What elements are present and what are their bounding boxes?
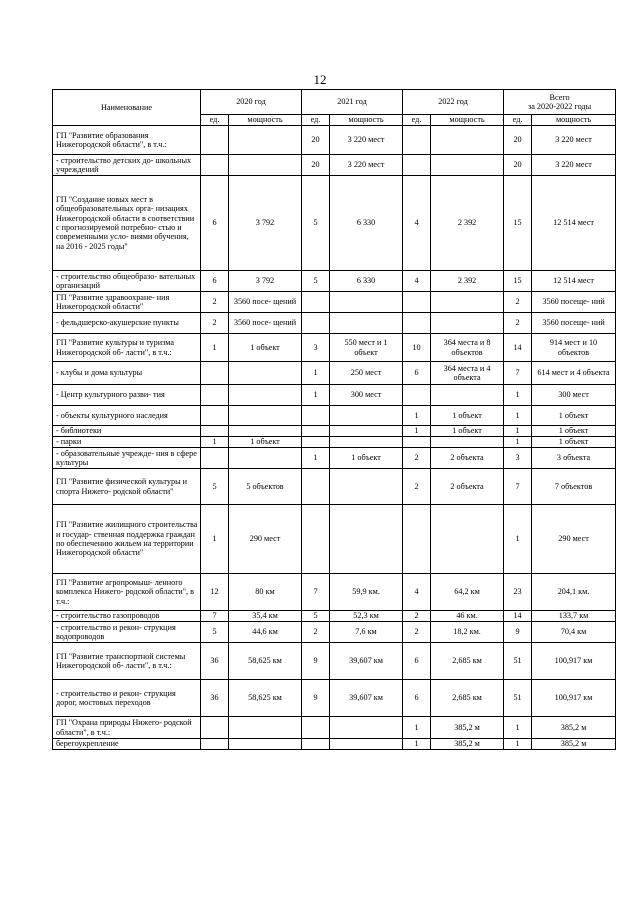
- subheader-capacity: мощность: [229, 115, 302, 126]
- table-row: [53, 643, 616, 680]
- cell-y2022-units: 4: [403, 271, 431, 292]
- cell-y2020-units: [201, 362, 229, 385]
- cell-total-capacity: 12 514 мест: [532, 271, 616, 292]
- cell-y2020-capacity: 44,6 км: [229, 622, 302, 643]
- row-name: - библиотеки: [53, 426, 201, 437]
- cell-total-units: 1: [504, 406, 532, 426]
- cell-y2020-capacity: 3560 посе- щений: [229, 292, 302, 313]
- cell-y2021-units: 3: [302, 334, 330, 362]
- header-year-2022: 2022 год: [403, 90, 504, 115]
- cell-y2022-capacity: [431, 437, 504, 448]
- cell-y2022-units: 2: [403, 448, 431, 469]
- cell-y2022-units: [403, 126, 431, 155]
- cell-y2020-units: 12: [201, 574, 229, 611]
- cell-y2020-capacity: 80 км: [229, 574, 302, 611]
- cell-y2020-capacity: [229, 717, 302, 739]
- cell-y2021-capacity: [330, 406, 403, 426]
- header-total-line2: за 2020-2022 годы: [527, 102, 592, 111]
- cell-y2021-capacity: 550 мест и 1 объект: [330, 334, 403, 362]
- cell-total-capacity: 7 объектов: [532, 469, 616, 505]
- table-row: [53, 574, 616, 611]
- cell-total-capacity: 12 514 мест: [532, 176, 616, 271]
- cell-total-capacity: 3 220 мест: [532, 155, 616, 176]
- cell-y2021-units: [302, 437, 330, 448]
- cell-y2022-units: 6: [403, 362, 431, 385]
- cell-y2020-units: 6: [201, 176, 229, 271]
- cell-y2022-capacity: [431, 155, 504, 176]
- cell-y2021-capacity: 1 объект: [330, 448, 403, 469]
- row-name: - фельдшерско-акушерские пункты: [53, 313, 201, 334]
- cell-y2021-units: 20: [302, 155, 330, 176]
- cell-total-units: 15: [504, 176, 532, 271]
- cell-y2020-capacity: 1 объект: [229, 437, 302, 448]
- cell-y2021-capacity: [330, 505, 403, 574]
- header-total-line1: Всего: [549, 92, 570, 102]
- cell-y2020-capacity: [229, 448, 302, 469]
- cell-y2022-capacity: [431, 126, 504, 155]
- cell-y2021-units: 9: [302, 680, 330, 717]
- header-year-2020: 2020 год: [201, 90, 302, 115]
- row-name: - строительство детских до- школьных учреждений: [53, 155, 201, 176]
- cell-y2021-units: [302, 313, 330, 334]
- cell-y2020-units: 36: [201, 680, 229, 717]
- cell-total-capacity: 914 мест и 10 объектов: [532, 334, 616, 362]
- subheader-capacity: мощность: [532, 115, 616, 126]
- cell-total-units: 1: [504, 437, 532, 448]
- cell-total-units: 1: [504, 739, 532, 750]
- cell-y2020-capacity: 290 мест: [229, 505, 302, 574]
- table-row: [53, 155, 616, 176]
- cell-y2021-capacity: 39,607 км: [330, 680, 403, 717]
- row-name: ГП "Развитие агропромыш- ленного комплекса Нижего- родской области", в т.ч.:: [53, 574, 201, 611]
- cell-total-capacity: 3 220 мест: [532, 126, 616, 155]
- table-row: [53, 334, 616, 362]
- cell-y2020-units: 2: [201, 292, 229, 313]
- cell-y2021-capacity: [330, 292, 403, 313]
- cell-y2020-units: [201, 739, 229, 750]
- cell-y2022-units: 6: [403, 680, 431, 717]
- cell-y2021-capacity: [330, 437, 403, 448]
- header-name: Наименование: [53, 90, 201, 126]
- cell-total-capacity: 133,7 км: [532, 611, 616, 622]
- subheader-units: ед.: [302, 115, 330, 126]
- cell-y2021-units: 1: [302, 385, 330, 406]
- cell-total-capacity: 3 объекта: [532, 448, 616, 469]
- table-row: [53, 292, 616, 313]
- cell-y2020-capacity: 35,4 км: [229, 611, 302, 622]
- cell-y2022-capacity: [431, 505, 504, 574]
- cell-y2020-units: [201, 448, 229, 469]
- cell-y2021-units: [302, 505, 330, 574]
- cell-total-capacity: 1 объект: [532, 437, 616, 448]
- table-row: [53, 448, 616, 469]
- cell-y2020-capacity: [229, 126, 302, 155]
- row-name: ГП "Создание новых мест в общеобразовательных орга- низациях Нижегородской области в соответствии с прогнозируемой потребно- стью и современными усло- виями обучения, на 2016 - 2025 годы": [53, 176, 201, 271]
- cell-total-units: 9: [504, 622, 532, 643]
- cell-y2020-capacity: [229, 426, 302, 437]
- subheader-units: ед.: [403, 115, 431, 126]
- table-row: [53, 426, 616, 437]
- table-row: [53, 680, 616, 717]
- cell-y2021-units: 1: [302, 448, 330, 469]
- cell-y2021-units: 20: [302, 126, 330, 155]
- cell-y2021-capacity: [330, 717, 403, 739]
- table-row: [53, 611, 616, 622]
- cell-y2021-capacity: [330, 739, 403, 750]
- cell-y2022-capacity: 18,2 км.: [431, 622, 504, 643]
- cell-total-capacity: 1 объект: [532, 406, 616, 426]
- cell-y2022-capacity: [431, 313, 504, 334]
- cell-y2022-units: 1: [403, 739, 431, 750]
- subheader-capacity: мощность: [330, 115, 403, 126]
- cell-y2021-capacity: 3 220 мест: [330, 155, 403, 176]
- subheader-units: ед.: [504, 115, 532, 126]
- cell-y2020-capacity: [229, 155, 302, 176]
- cell-y2021-capacity: 39,607 км: [330, 643, 403, 680]
- row-name: - строительство газопроводов: [53, 611, 201, 622]
- cell-y2022-capacity: [431, 292, 504, 313]
- cell-y2021-units: 5: [302, 271, 330, 292]
- cell-total-capacity: 204,1 км.: [532, 574, 616, 611]
- cell-total-capacity: 1 объект: [532, 426, 616, 437]
- cell-y2022-capacity: 2 392: [431, 176, 504, 271]
- cell-y2022-capacity: [431, 385, 504, 406]
- cell-total-capacity: 290 мест: [532, 505, 616, 574]
- cell-y2021-capacity: 250 мест: [330, 362, 403, 385]
- cell-y2022-capacity: 2,685 км: [431, 680, 504, 717]
- cell-y2021-units: [302, 469, 330, 505]
- cell-y2022-capacity: 385,2 м: [431, 739, 504, 750]
- cell-total-units: 1: [504, 385, 532, 406]
- row-name: ГП "Развитие здравоохране- ния Нижегородской области": [53, 292, 201, 313]
- cell-y2020-units: 36: [201, 643, 229, 680]
- table-row: [53, 469, 616, 505]
- cell-y2021-units: [302, 426, 330, 437]
- cell-total-units: 20: [504, 155, 532, 176]
- cell-total-units: 14: [504, 611, 532, 622]
- cell-y2022-capacity: 364 места и 8 объектов: [431, 334, 504, 362]
- row-name: - образовательные учрежде- ния в сфере культуры: [53, 448, 201, 469]
- cell-y2020-capacity: 3560 посе- щений: [229, 313, 302, 334]
- cell-y2022-capacity: 46 км.: [431, 611, 504, 622]
- table-row: [53, 126, 616, 155]
- cell-y2020-units: 1: [201, 505, 229, 574]
- cell-total-capacity: 70,4 км: [532, 622, 616, 643]
- cell-total-units: 3: [504, 448, 532, 469]
- cell-y2022-units: 2: [403, 622, 431, 643]
- row-name: ГП "Развитие физической культуры и спорта Нижего- родской области": [53, 469, 201, 505]
- cell-y2022-units: [403, 155, 431, 176]
- cell-y2020-capacity: 5 объектов: [229, 469, 302, 505]
- cell-y2022-capacity: 2 объекта: [431, 469, 504, 505]
- cell-y2020-units: 2: [201, 313, 229, 334]
- cell-total-units: 15: [504, 271, 532, 292]
- cell-y2021-units: 1: [302, 362, 330, 385]
- header-total: [504, 90, 616, 115]
- cell-y2022-units: 1: [403, 717, 431, 739]
- cell-total-units: 2: [504, 292, 532, 313]
- table-row: [53, 313, 616, 334]
- cell-y2022-capacity: 364 места и 4 объекта: [431, 362, 504, 385]
- table-row: [53, 385, 616, 406]
- header-year-2021: 2021 год: [302, 90, 403, 115]
- cell-y2022-units: [403, 313, 431, 334]
- cell-y2020-capacity: 58,625 км: [229, 680, 302, 717]
- row-name: ГП "Развитие образования Нижегородской области", в т.ч.:: [53, 126, 201, 155]
- cell-total-capacity: 614 мест и 4 объекта: [532, 362, 616, 385]
- cell-total-units: 1: [504, 505, 532, 574]
- row-name: берегоукрепление: [53, 739, 201, 750]
- cell-y2022-capacity: 64,2 км: [431, 574, 504, 611]
- cell-y2020-capacity: 58,625 км: [229, 643, 302, 680]
- cell-y2020-units: 7: [201, 611, 229, 622]
- row-name: - строительство и рекон- струкция водопроводов: [53, 622, 201, 643]
- cell-y2021-units: 5: [302, 611, 330, 622]
- cell-y2021-units: [302, 292, 330, 313]
- row-name: - строительство общеобразо- вательных организаций: [53, 271, 201, 292]
- cell-y2021-capacity: 3 220 мест: [330, 126, 403, 155]
- cell-y2021-units: [302, 739, 330, 750]
- cell-total-units: 20: [504, 126, 532, 155]
- cell-total-capacity: 385,2 м: [532, 717, 616, 739]
- cell-y2022-units: 4: [403, 574, 431, 611]
- cell-total-units: 23: [504, 574, 532, 611]
- subheader-capacity: мощность: [431, 115, 504, 126]
- cell-y2021-capacity: 6 330: [330, 271, 403, 292]
- cell-total-units: 7: [504, 362, 532, 385]
- cell-y2021-units: 5: [302, 176, 330, 271]
- cell-y2020-units: 5: [201, 622, 229, 643]
- cell-y2020-units: [201, 406, 229, 426]
- cell-y2020-units: 1: [201, 437, 229, 448]
- cell-y2021-units: 9: [302, 643, 330, 680]
- cell-total-units: 2: [504, 313, 532, 334]
- cell-y2020-units: [201, 126, 229, 155]
- cell-y2022-units: 2: [403, 469, 431, 505]
- cell-y2022-units: [403, 505, 431, 574]
- cell-y2021-capacity: 300 мест: [330, 385, 403, 406]
- cell-y2020-capacity: 3 792: [229, 271, 302, 292]
- table-row: [53, 406, 616, 426]
- cell-y2020-units: 6: [201, 271, 229, 292]
- cell-y2020-units: [201, 155, 229, 176]
- cell-y2020-units: [201, 717, 229, 739]
- cell-y2022-units: 2: [403, 611, 431, 622]
- cell-y2020-capacity: [229, 406, 302, 426]
- row-name: ГП "Развитие культуры и туризма Нижегородской об- ласти", в т.ч.:: [53, 334, 201, 362]
- cell-y2020-capacity: 3 792: [229, 176, 302, 271]
- cell-y2021-units: 2: [302, 622, 330, 643]
- cell-y2022-capacity: 2 объекта: [431, 448, 504, 469]
- row-name: ГП "Охрана природы Нижего- родской области", в т.ч.:: [53, 717, 201, 739]
- cell-y2021-capacity: [330, 426, 403, 437]
- table-row: [53, 176, 616, 271]
- row-name: - объекты культурного наследия: [53, 406, 201, 426]
- cell-total-capacity: 100,917 км: [532, 643, 616, 680]
- cell-y2022-units: 1: [403, 406, 431, 426]
- row-name: - строительство и рекон- струкция дорог, мостовых переходов: [53, 680, 201, 717]
- cell-y2020-units: [201, 426, 229, 437]
- table-row: [53, 505, 616, 574]
- table-header-row: [53, 90, 616, 115]
- cell-y2022-capacity: 385,2 м: [431, 717, 504, 739]
- table-row: [53, 362, 616, 385]
- cell-y2021-capacity: 6 330: [330, 176, 403, 271]
- cell-y2022-units: [403, 292, 431, 313]
- table-row: [53, 717, 616, 739]
- cell-y2020-capacity: [229, 739, 302, 750]
- cell-total-units: 1: [504, 426, 532, 437]
- cell-y2020-capacity: 1 объект: [229, 334, 302, 362]
- cell-total-capacity: 385,2 м: [532, 739, 616, 750]
- table-row: [53, 271, 616, 292]
- row-name: - парки: [53, 437, 201, 448]
- cell-y2021-capacity: 52,3 км: [330, 611, 403, 622]
- cell-y2021-capacity: [330, 469, 403, 505]
- cell-y2020-capacity: [229, 362, 302, 385]
- cell-y2021-units: [302, 717, 330, 739]
- cell-y2022-units: 4: [403, 176, 431, 271]
- table-row: [53, 739, 616, 750]
- cell-y2021-units: [302, 406, 330, 426]
- table-row: [53, 622, 616, 643]
- cell-y2020-capacity: [229, 385, 302, 406]
- cell-y2022-units: 1: [403, 426, 431, 437]
- cell-y2022-capacity: 2,685 км: [431, 643, 504, 680]
- cell-total-capacity: 100,917 км: [532, 680, 616, 717]
- cell-total-units: 7: [504, 469, 532, 505]
- cell-y2022-units: [403, 437, 431, 448]
- row-name: ГП "Развитие транспортной системы Нижегородской об- ласти", в т.ч.:: [53, 643, 201, 680]
- cell-y2022-units: 6: [403, 643, 431, 680]
- cell-y2021-capacity: 59,9 км.: [330, 574, 403, 611]
- cell-y2022-units: [403, 385, 431, 406]
- cell-y2020-units: 5: [201, 469, 229, 505]
- cell-y2022-capacity: 1 объект: [431, 426, 504, 437]
- table-row: [53, 437, 616, 448]
- row-name: ГП "Развитие жилищного строительства и государ- ственная поддержка граждан по обеспечению жильем на территории Нижегородской области": [53, 505, 201, 574]
- row-name: - клубы и дома культуры: [53, 362, 201, 385]
- subheader-units: ед.: [201, 115, 229, 126]
- page-number: 12: [313, 72, 327, 87]
- cell-y2022-units: 10: [403, 334, 431, 362]
- cell-y2020-units: 1: [201, 334, 229, 362]
- cell-y2021-capacity: 7,6 км: [330, 622, 403, 643]
- cell-total-units: 51: [504, 643, 532, 680]
- infrastructure-table: [52, 89, 616, 750]
- cell-y2022-capacity: 2 392: [431, 271, 504, 292]
- row-name: - Центр культурного разви- тия: [53, 385, 201, 406]
- cell-total-capacity: 300 мест: [532, 385, 616, 406]
- cell-y2020-units: [201, 385, 229, 406]
- cell-total-capacity: 3560 посеще- ний: [532, 292, 616, 313]
- cell-total-units: 1: [504, 717, 532, 739]
- cell-total-units: 51: [504, 680, 532, 717]
- cell-total-capacity: 3560 посеще- ний: [532, 313, 616, 334]
- cell-total-units: 14: [504, 334, 532, 362]
- cell-y2022-capacity: 1 объект: [431, 406, 504, 426]
- cell-y2021-capacity: [330, 313, 403, 334]
- cell-y2021-units: 7: [302, 574, 330, 611]
